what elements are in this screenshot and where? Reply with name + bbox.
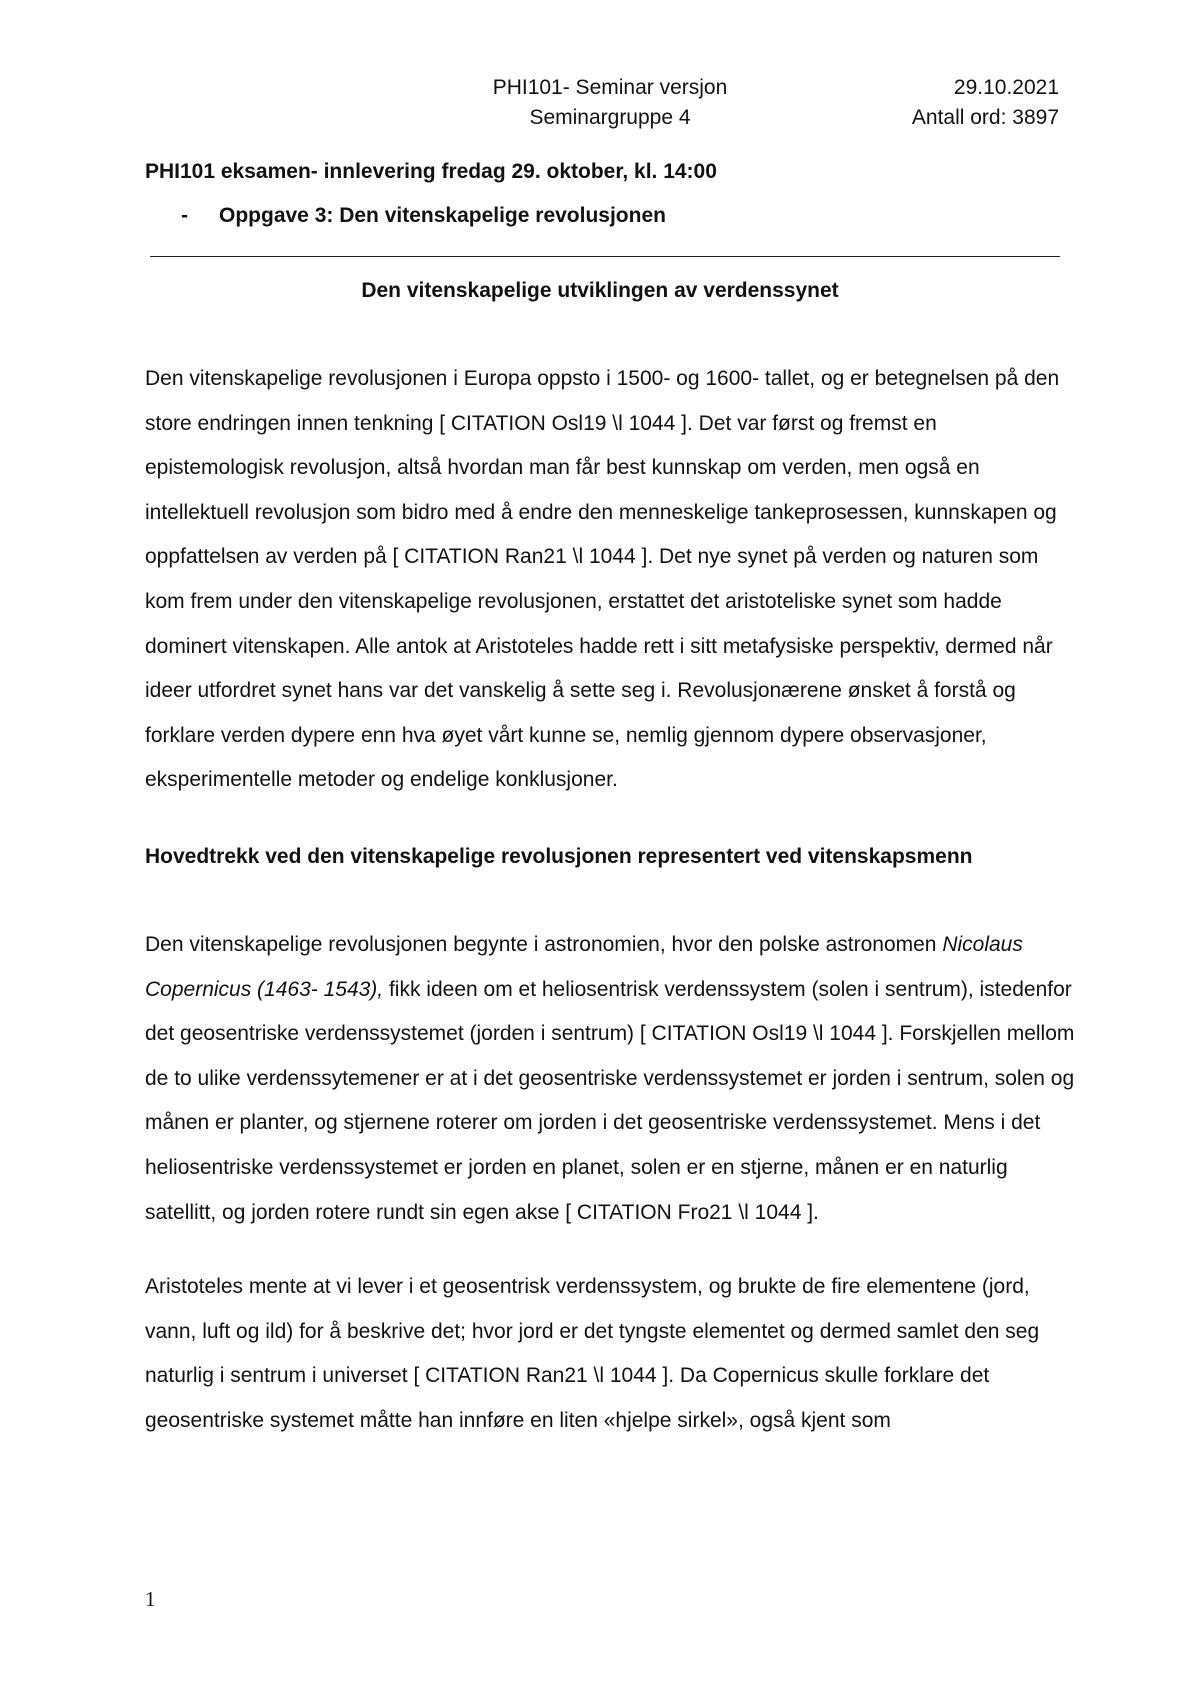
page-header-center: [440, 73, 780, 133]
word-count-text: Antall ord: 3897: [911, 106, 1059, 129]
page-header-right: [912, 73, 1059, 133]
task-label: Oppgave 3: Den vitenskapelige revolusjonen: [219, 204, 666, 227]
subheading: Hovedtrekk ved den vitenskapelige revolusjonen representert ved vitenskapsmenn: [145, 844, 973, 868]
course-line: PHI101- Seminar versjon: [492, 76, 728, 99]
horizontal-divider: [150, 256, 1060, 257]
paragraph-1: Den vitenskapelige revolusjonen i Europa oppsto i 1500- og 1600- tallet, og er betegnelsen på den store endringen innen tenkning [ CITATION Osl19 \l 1044 ]. Det var først og fremst en epistemologisk revolusjon, altså hvordan man får best kunnskap om verden, men også en intellektuell revolusjon som bidro med å endre den menneskelige tankeprosessen, kunnskapen og oppfattelsen av verden på [ CITATION Ran21 \l 1044 ]. Det nye synet på verden og naturen som kom frem under den vitenskapelige revolusjonen, erstattet det aristoteliske synet som hadde dominert vitenskapen. Alle antok at Aristoteles hadde rett i sitt metafysiske perspektiv, dermed når ideer utfordret synet hans var det vanskelig å sette seg i. Revolusjonærene ønsket å forstå og forklare verden dypere enn hva øyet vårt kunne se, nemlig gjennom dypere observasjoner, eksperimentelle metoder og endelige konklusjoner.: [145, 367, 1060, 792]
paragraph-3: Aristoteles mente at vi lever i et geosentrisk verdenssystem, og brukte de fire elementene (jord, vann, luft og ild) for å beskrive det; hvor jord er det tyngste elementet og dermed samlet den seg naturlig i sentrum i universet [ CITATION Ran21 \l 1044 ]. Da Copernicus skulle forklare det geosentriske systemet måtte han innføre en liten «hjelpe sirkel», også kjent som: [145, 1275, 1040, 1432]
section-title: Den vitenskapelige utviklingen av verdenssynet: [361, 279, 839, 302]
copernicus-name: Nicolaus Copernicus (1463- 1543),: [145, 932, 1023, 1001]
document-body: [145, 158, 1075, 1443]
date-text: 29.10.2021: [953, 76, 1059, 99]
paragraph-2-start: Den vitenskapelige revolusjonen begynte i astronomien, hvor den polske astronomen: [145, 932, 943, 956]
paragraph-2: [145, 923, 1075, 1235]
page-number: 1: [145, 1587, 156, 1611]
bullet-dash: -: [181, 204, 188, 227]
exam-title: PHI101 eksamen- innlevering fredag 29. oktober, kl. 14:00: [145, 160, 717, 183]
group-line: Seminargruppe 4: [529, 106, 691, 129]
paragraph-2-rest: fikk ideen om et heliosentrisk verdenssystem (solen i sentrum), istedenfor det geosentriske verdenssystemet (jorden i sentrum) [ CITATION Osl19 \l 1044 ]. Forskjellen mellom de to ulike verdenssytemener er at i det geosentriske verdenssystemet er jorden i sentrum, solen og månen er planter, og stjernene roterer om jorden i det geosentriske verdenssystemet. Mens i det heliosentriske verdenssystemet er jorden en planet, solen er en stjerne, månen er en naturlig satellitt, og jorden rotere rundt sin egen akse [ CITATION Fro21 \l 1044 ].: [145, 977, 1075, 1224]
task-item: [181, 202, 1065, 230]
